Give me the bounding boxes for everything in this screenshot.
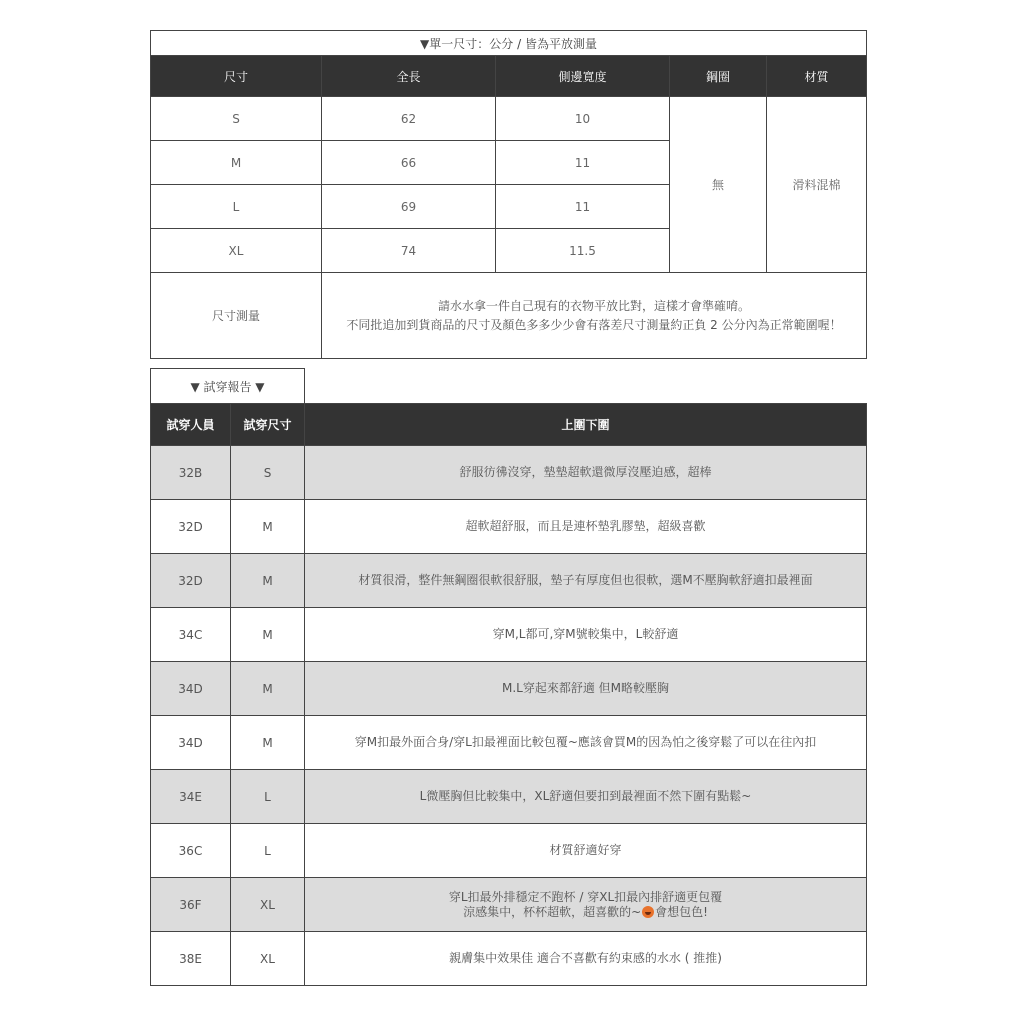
length-cell: 62 xyxy=(322,97,496,141)
comment-cell xyxy=(305,878,867,932)
tester-cell: 36C xyxy=(151,824,231,878)
side-width-cell: 10 xyxy=(496,97,670,141)
tester-cell: 34C xyxy=(151,608,231,662)
tester-cell: 38E xyxy=(151,932,231,986)
header-length: 全長 xyxy=(322,56,496,97)
length-cell: 66 xyxy=(322,141,496,185)
report-row xyxy=(151,608,867,662)
tester-cell: 32B xyxy=(151,446,231,500)
report-row xyxy=(151,662,867,716)
comment-line2-end: 會想包色! xyxy=(655,904,708,919)
material-cell: 滑料混棉 xyxy=(767,97,867,273)
comment-cell: 穿M,L都可,穿M號較集中，L較舒適 xyxy=(305,608,867,662)
comment-line2 xyxy=(305,905,866,920)
tester-cell: 34D xyxy=(151,662,231,716)
tester-cell: 32D xyxy=(151,554,231,608)
comment-cell: M.L穿起來都舒適 但M略較壓胸 xyxy=(305,662,867,716)
tried-size-cell: M xyxy=(231,554,305,608)
tried-size-cell: XL xyxy=(231,878,305,932)
tester-cell: 32D xyxy=(151,500,231,554)
size-cell: M xyxy=(151,141,322,185)
comment-cell: 親膚集中效果佳 適合不喜歡有約束感的水水 ( 推推) xyxy=(305,932,867,986)
tester-cell: 34D xyxy=(151,716,231,770)
size-cell: L xyxy=(151,185,322,229)
tried-size-cell: M xyxy=(231,662,305,716)
tester-cell: 34E xyxy=(151,770,231,824)
length-cell: 69 xyxy=(322,185,496,229)
size-chart-table xyxy=(150,30,867,359)
comment-cell: 穿M扣最外面合身/穿L扣最裡面比較包覆~應該會買M的因為怕之後穿鬆了可以在往內扣 xyxy=(305,716,867,770)
side-width-cell: 11 xyxy=(496,185,670,229)
tried-size-cell: L xyxy=(231,770,305,824)
report-row xyxy=(151,446,867,500)
tried-size-cell: XL xyxy=(231,932,305,986)
tried-size-cell: S xyxy=(231,446,305,500)
header-underwire: 鋼圈 xyxy=(670,56,767,97)
header-tried-size: 試穿尺寸 xyxy=(231,404,305,446)
tried-size-cell: M xyxy=(231,500,305,554)
tried-size-cell: M xyxy=(231,716,305,770)
header-bust-underbust: 上圍下圍 xyxy=(305,404,867,446)
report-row xyxy=(151,500,867,554)
try-on-report-table xyxy=(150,403,867,986)
length-cell: 74 xyxy=(322,229,496,273)
comment-cell: 超軟超舒服，而且是連杯墊乳膠墊，超級喜歡 xyxy=(305,500,867,554)
measure-note-line1: 請水水拿一件自己現有的衣物平放比對，這樣才會準確唷。 xyxy=(438,298,751,313)
size-cell: XL xyxy=(151,229,322,273)
header-tester: 試穿人員 xyxy=(151,404,231,446)
header-material: 材質 xyxy=(767,56,867,97)
size-cell: S xyxy=(151,97,322,141)
side-width-cell: 11 xyxy=(496,141,670,185)
report-row xyxy=(151,554,867,608)
report-row xyxy=(151,878,867,932)
comment-line2-start: 涼感集中，杯杯超軟，超喜歡的~ xyxy=(463,904,642,919)
measure-note-row xyxy=(151,273,867,359)
report-row xyxy=(151,824,867,878)
side-width-cell: 11.5 xyxy=(496,229,670,273)
tester-cell: 36F xyxy=(151,878,231,932)
heart-eyes-emoji-icon xyxy=(642,906,654,918)
underwire-cell: 無 xyxy=(670,97,767,273)
header-side-width: 側邊寬度 xyxy=(496,56,670,97)
size-chart-caption: ▼單一尺寸：公分 / 皆為平放測量 xyxy=(151,31,867,56)
comment-line1: 穿L扣最外排穩定不跑杯 / 穿XL扣最內排舒適更包覆 xyxy=(448,889,723,904)
report-row xyxy=(151,770,867,824)
comment-cell: L微壓胸但比較集中，XL舒適但要扣到最裡面不然下圍有點鬆~ xyxy=(305,770,867,824)
size-row xyxy=(151,97,867,141)
report-row xyxy=(151,932,867,986)
comment-cell: 材質舒適好穿 xyxy=(305,824,867,878)
comment-cell: 舒服彷彿沒穿，墊墊超軟還微厚沒壓迫感，超棒 xyxy=(305,446,867,500)
try-on-report-caption: ▼ 試穿報告 ▼ xyxy=(150,368,305,403)
measure-label: 尺寸測量 xyxy=(151,273,322,359)
measure-note xyxy=(322,273,867,359)
comment-cell: 材質很滑，整件無鋼圈很軟很舒服，墊子有厚度但也很軟，選M不壓胸軟舒適扣最裡面 xyxy=(305,554,867,608)
header-size: 尺寸 xyxy=(151,56,322,97)
measure-note-line2: 不同批追加到貨商品的尺寸及顏色多多少少會有落差尺寸測量約正負 2 公分內為正常範圍喔！ xyxy=(346,317,842,332)
report-row xyxy=(151,716,867,770)
tried-size-cell: M xyxy=(231,608,305,662)
tried-size-cell: L xyxy=(231,824,305,878)
